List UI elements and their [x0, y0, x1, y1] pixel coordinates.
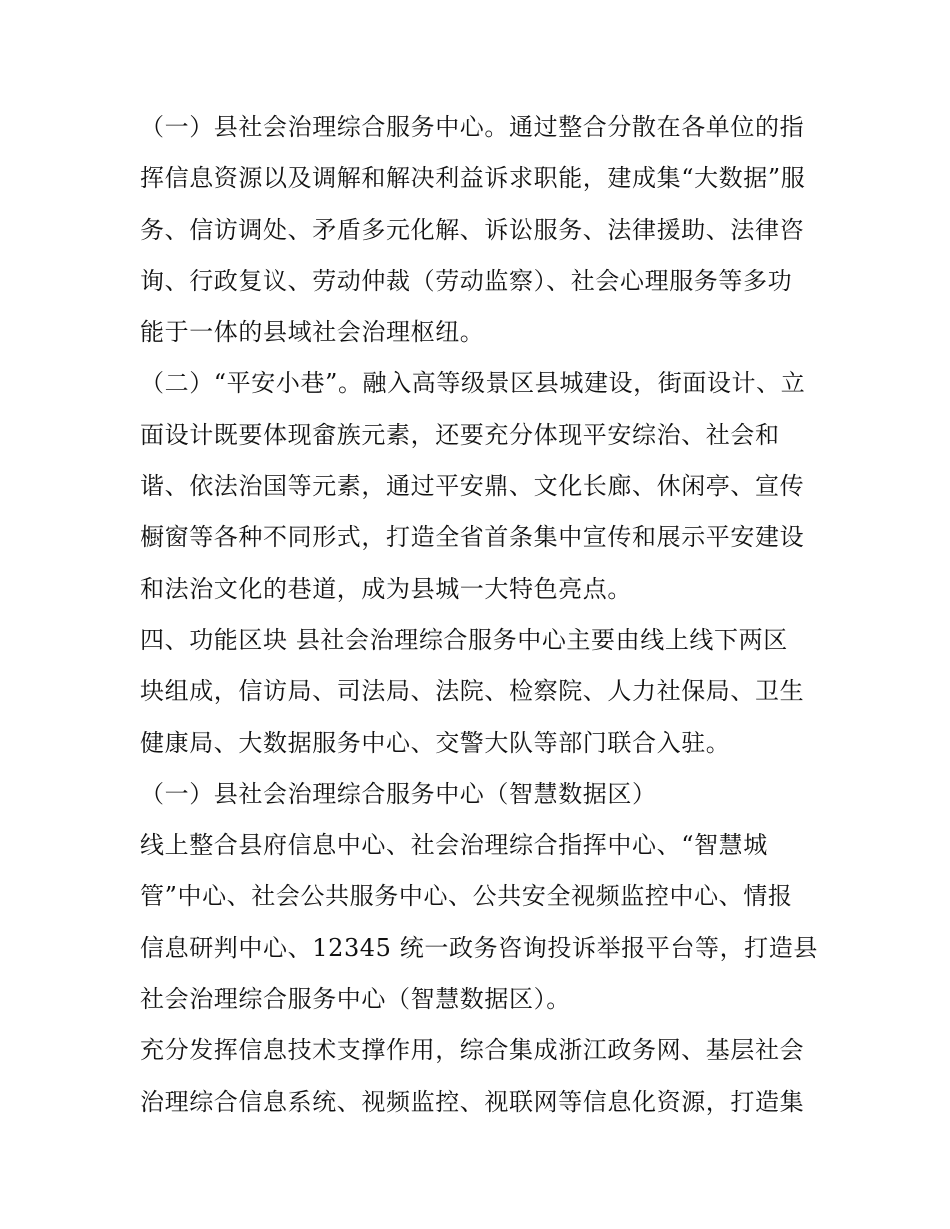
text-line: 块组成，信访局、司法局、法院、检察院、人力社保局、卫生: [140, 677, 805, 706]
text-line: 能于一体的县域社会治理枢纽。: [140, 318, 485, 347]
text-line: 谐、依法治国等元素，通过平安鼎、文化长廊、休闲亭、宣传: [140, 472, 805, 501]
text-line: 面设计既要体现畲族元素，还要充分体现平安综治、社会和: [140, 420, 780, 449]
text-line: 和法治文化的巷道，成为县城一大特色亮点。: [140, 574, 632, 603]
text-line: （二）“平安小巷”。融入高等级景区县城建设，街面设计、立: [140, 369, 806, 398]
text-line: 治理综合信息系统、视频监控、视联网等信息化资源，打造集: [140, 1087, 805, 1116]
text-line: 橱窗等各种不同形式，打造全省首条集中宣传和展示平安建设: [140, 523, 805, 552]
text-line: 询、行政复议、劳动仲裁（劳动监察）、社会心理服务等多功: [140, 266, 793, 295]
text-line: 管”中心、社会公共服务中心、公共安全视频监控中心、情报: [140, 882, 793, 911]
text-line: 挥信息资源以及调解和解决利益诉求职能，建成集“大数据”服: [140, 164, 806, 193]
text-line: 信息研判中心、12345 统一政务咨询投诉举报平台等，打造县: [140, 933, 818, 962]
text-line: （一）县社会治理综合服务中心。通过整合分散在各单位的指: [140, 113, 805, 141]
text-line: 充分发挥信息技术支撑作用，综合集成浙江政务网、基层社会: [140, 1036, 805, 1065]
text-line: 线上整合县府信息中心、社会治理综合指挥中心、“智慧城: [140, 831, 768, 860]
text-line: （一）县社会治理综合服务中心（智慧数据区）: [140, 779, 657, 808]
text-line: 务、信访调处、矛盾多元化解、诉讼服务、法律援助、法律咨: [140, 215, 805, 244]
text-line: 四、功能区块 县社会治理综合服务中心主要由线上线下两区: [140, 625, 788, 654]
text-line: 健康局、大数据服务中心、交警大队等部门联合入驻。: [140, 728, 731, 757]
text-line: 社会治理综合服务中心（智慧数据区）。: [140, 985, 571, 1014]
document-body: [140, 102, 820, 1128]
